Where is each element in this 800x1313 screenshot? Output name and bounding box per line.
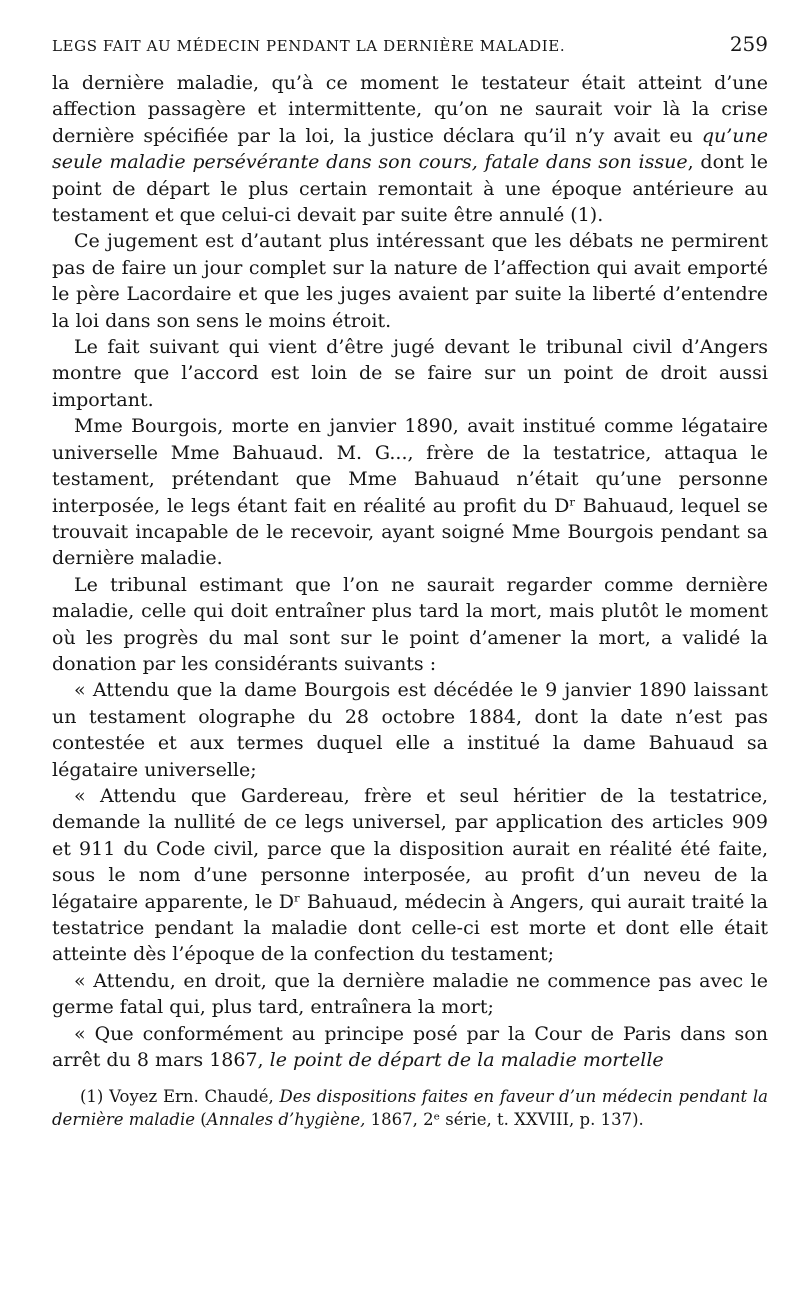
paragraph: Mme Bourgois, morte en janvier 1890, avait institué comme légataire universelle Mme Bahuaud. M. G..., frère de la testatrice, attaqua le testament, prétendant que Mme Bahuaud n’était qu’une personne interposée, le legs étant fait en réalité au profit du Dʳ Bahuaud, lequel se trouvait incapable de le recevoir, ayant soigné Mme Bourgois pendant sa dernière maladie. [52, 415, 768, 570]
paragraph: Le fait suivant qui vient d’être jugé devant le tribunal civil d’Angers montre que l’accord est loin de se faire sur un point de droit aussi important. [52, 336, 768, 411]
paragraph-text: « Que conformément au principe posé par la Cour de Paris dans son arrêt du 8 mars 1867, [52, 1022, 768, 1072]
footnote-text-part: ( [194, 1110, 207, 1130]
footnote-marker-text: (1) Voyez Ern. Chaudé, [80, 1087, 280, 1107]
body-text [52, 70, 768, 1073]
quoted-paragraph [52, 1021, 768, 1074]
footnote [52, 1085, 768, 1131]
paragraph: Le tribunal estimant que l’on ne saurait regarder comme dernière maladie, celle qui doit entraîner plus tard la mort, mais plutôt le moment où les progrès du mal sont sur le point d’amener la mort, a validé la donation par les considérants suivants : [52, 573, 768, 675]
quoted-paragraph: « Attendu, en droit, que la dernière maladie ne commence pas avec le germe fatal qui, plus tard, entraînera la mort; [52, 969, 768, 1019]
running-title: LEGS FAIT AU MÉDECIN PENDANT LA DERNIÈRE MALADIE. [52, 37, 566, 55]
footnote-journal: Annales d’hygiène, [206, 1110, 366, 1130]
page-number: 259 [729, 32, 768, 56]
quoted-paragraph: « Attendu que la dame Bourgois est décédée le 9 janvier 1890 laissant un testament olographe du 28 octobre 1884, dont la date n’est pas contestée et aux termes duquel elle a institué la dame Bahuaud sa légataire universelle; [52, 679, 768, 781]
footnote-title: Des dispositions faites en faveur d’un médecin pendant la dernière maladie [52, 1087, 769, 1130]
paragraph-continued [52, 70, 768, 228]
italic-quote: le point de départ de la maladie mortelle [269, 1049, 664, 1072]
book-page [52, 32, 768, 1131]
footnote-text [52, 1085, 768, 1131]
italic-quote: qu’une seule maladie persévérante dans son cours, fatale dans son issue [52, 124, 768, 174]
paragraph-text: , dont le point de départ le plus certain remontait à une époque antérieure au testament et que celui-ci devait par suite être annulé (1). [52, 151, 768, 227]
paragraph-text: la dernière maladie, qu’à ce moment le testateur était atteint d’une affection passagère et intermittente, qu’on ne saurait voir là la crise dernière spécifiée par la loi, la justice déclara qu’il n’y avait eu [52, 72, 768, 147]
running-head [52, 32, 768, 62]
quoted-paragraph: « Attendu que Gardereau, frère et seul héritier de la testatrice, demande la nullité de ce legs universel, par application des articles 909 et 911 du Code civil, parce que la disposition aurait en réalité été faite, sous le nom d’une personne interposée, au profit d’un neveu de la légataire apparente, le Dʳ Bahuaud, médecin à Angers, qui aurait traité la testatrice pendant la maladie dont celle-ci est morte et dont elle était atteinte dès l’époque de la confection du testament; [52, 784, 768, 966]
footnote-reference: 1867, 2ᵉ série, t. XXVIII, p. 137). [365, 1110, 644, 1130]
paragraph: Ce jugement est d’autant plus intéressant que les débats ne permirent pas de faire un jour complet sur la nature de l’affection qui avait emporté le père Lacordaire et que les juges avaient par suite la liberté d’entendre la loi dans son sens le moins étroit. [52, 230, 768, 332]
